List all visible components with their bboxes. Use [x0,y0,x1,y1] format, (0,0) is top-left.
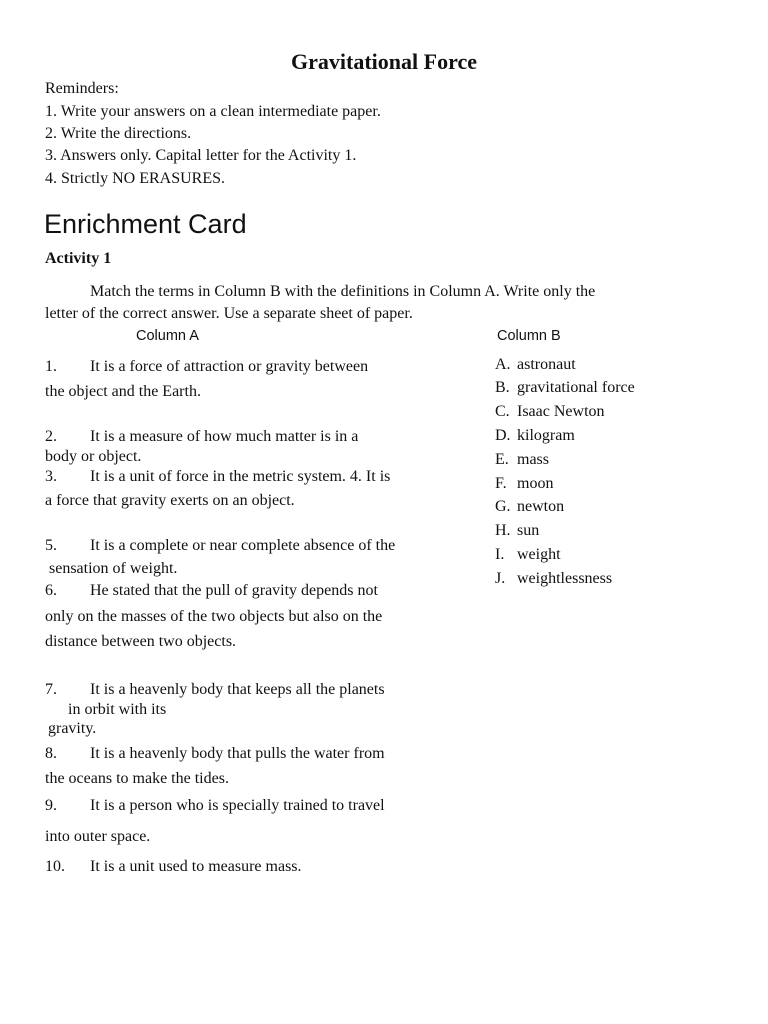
answer-letter: A. [495,356,511,373]
question-line [45,798,385,814]
question-text: He stated that the pull of gravity depends not [90,582,378,599]
question-text: sensation of weight. [45,560,178,577]
reminder-item: 3. Answers only. Capital letter for the Activity 1. [45,147,357,164]
answer-letter: F. [495,475,507,492]
answer-term: mass [517,451,549,468]
question-number: 9. [45,797,57,814]
reminder-item: 4. Strictly NO ERASURES. [45,170,226,187]
instructions-line: letter of the correct answer. Use a separate sheet of paper. [45,305,413,322]
answer-option [495,380,635,396]
question-text: It is a heavenly body that pulls the water from [90,745,385,762]
answer-option [495,452,549,468]
answer-letter: B. [495,379,510,396]
instructions-line: Match the terms in Column B with the definitions in Column A. Write only the [90,283,596,300]
question-text: It is a measure of how much matter is in a [90,428,359,445]
question-number: 1. [45,358,57,375]
answer-term: gravitational force [517,379,635,396]
section-heading: Enrichment Card [44,209,247,239]
answer-option [495,547,561,563]
question-number: 3. [45,468,57,485]
question-line [45,746,385,762]
question-line [45,429,358,445]
column-a-header: Column A [136,328,199,344]
answer-term: newton [517,498,565,515]
answer-term: weight [517,546,561,563]
question-text: only on the masses of the two objects but also on the [45,608,383,625]
answer-term: sun [517,522,540,539]
question-line [45,682,385,698]
answer-letter: I. [495,546,505,563]
question-line [45,859,302,875]
question-text: It is a unit of force in the metric system. 4. It is [90,468,391,485]
reminder-item: 2. Write the directions. [45,125,192,142]
question-number: 2. [45,428,57,445]
activity-label: Activity 1 [45,250,112,267]
question-text: in orbit with its [68,701,167,718]
column-b-header: Column B [497,328,561,344]
page-title: Gravitational Force [291,49,477,74]
answer-option [495,523,539,539]
question-number: 5. [45,537,57,554]
answer-option [495,499,564,515]
answer-option [495,476,553,492]
question-text: a force that gravity exerts on an object. [45,492,295,509]
question-text: gravity. [48,720,97,737]
answer-option [495,428,575,444]
question-number: 8. [45,745,57,762]
answer-letter: G. [495,498,511,515]
question-text: distance between two objects. [45,633,237,650]
question-line [45,359,368,375]
question-text: It is a complete or near complete absence of the [90,537,396,554]
question-text: into outer space. [45,828,151,845]
answer-letter: C. [495,403,510,420]
reminders-heading: Reminders: [45,80,119,97]
answer-letter: D. [495,427,511,444]
question-number: 7. [45,681,57,698]
answer-option [495,357,576,373]
question-text: It is a person who is specially trained to travel [90,797,385,814]
answer-term: Isaac Newton [517,403,605,420]
answer-term: kilogram [517,427,575,444]
answer-letter: E. [495,451,509,468]
answer-letter: J. [495,570,506,587]
question-text: body or object. [45,448,142,465]
question-text: the object and the Earth. [45,383,201,400]
question-text: It is a unit used to measure mass. [90,858,302,875]
question-number: 6. [45,582,57,599]
question-text: It is a heavenly body that keeps all the planets [90,681,385,698]
answer-letter: H. [495,522,511,539]
answer-term: weightlessness [517,570,613,587]
question-number: 10. [45,858,65,875]
question-text: the oceans to make the tides. [45,770,229,787]
question-line [45,583,378,599]
reminder-item: 1. Write your answers on a clean intermediate paper. [45,103,381,120]
answer-term: moon [517,475,554,492]
answer-term: astronaut [517,356,576,373]
question-line [45,469,390,485]
answer-option [495,571,612,587]
answer-option [495,404,605,420]
question-line [45,538,395,554]
question-text: It is a force of attraction or gravity between [90,358,369,375]
